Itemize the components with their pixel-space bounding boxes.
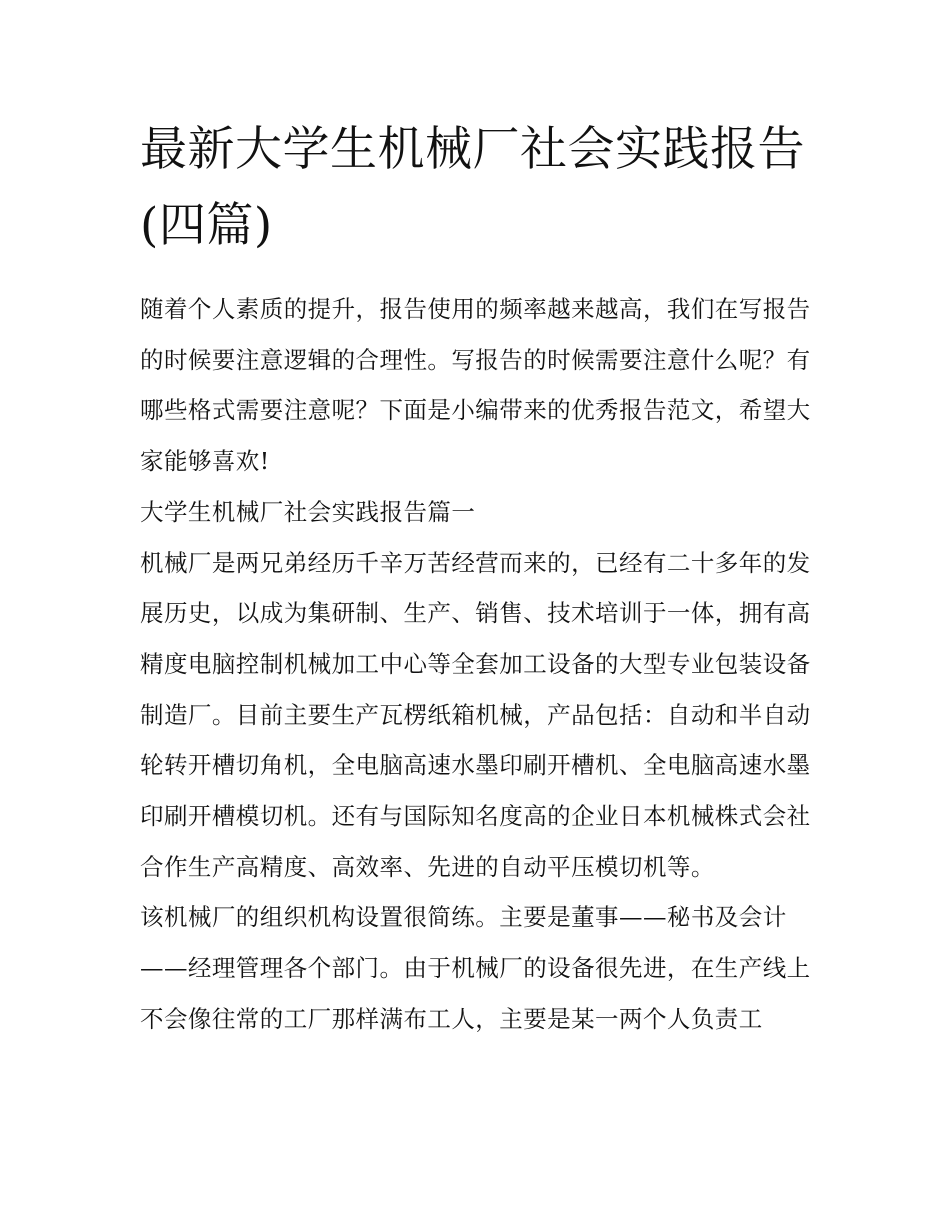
body-paragraph: 该机械厂的组织机构设置很简练。主要是董事——秘书及会计——经理管理各个部门。由于机械厂的设备很先进，在生产线上不会像往常的工厂那样满布工人，主要是某一两个人负责工 xyxy=(140,903,811,1033)
document-title: 最新大学生机械厂社会实践报告(四篇) xyxy=(140,122,805,253)
body-paragraph: 机械厂是两兄弟经历千辛万苦经营而来的，已经有二十多年的发展历史，以成为集研制、生产、销售、技术培训于一体，拥有高精度电脑控制机械加工中心等全套加工设备的大型专业包装设备制造厂。目前主要生产瓦楞纸箱机械，产品包括：自动和半自动轮转开槽切角机，全电脑高速水墨印刷开槽机、全电脑高速水墨印刷开槽模切机。还有与国际知名度高的企业日本机械株式会社合作生产高精度、高效率、先进的自动平压模切机等。 xyxy=(140,548,811,881)
intro-paragraph: 随着个人素质的提升，报告使用的频率越来越高，我们在写报告的时候要注意逻辑的合理性。写报告的时候需要注意什么呢？有哪些格式需要注意呢？下面是小编带来的优秀报告范文，希望大家能够喜欢! xyxy=(140,295,811,476)
section-heading: 大学生机械厂社会实践报告篇一 xyxy=(140,497,476,526)
document-page xyxy=(140,112,812,1045)
document-body xyxy=(140,284,812,1045)
